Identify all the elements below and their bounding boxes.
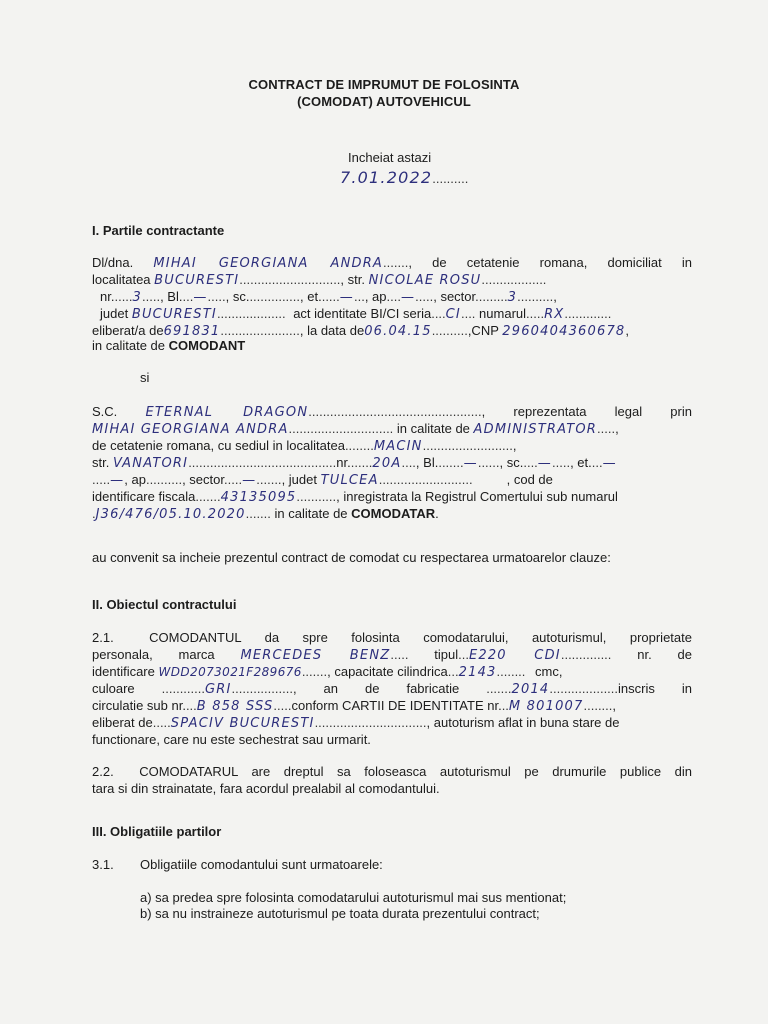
p22-line2: tara si din strainatate, fara acordul prealabil al comodantului. xyxy=(92,781,440,796)
p22-line1: 2.2. COMODATARUL are dreptul sa foloseasca autoturismul pe drumurile publice din xyxy=(92,764,692,779)
company-line3: de cetatenie romana, cu sediul in localitatea........MACIN........................., xyxy=(92,438,517,454)
comodant-line1: Dl/dna. MIHAI GEORGIANA ANDRA......., de cetatenie romana, domiciliat in xyxy=(92,255,692,271)
comodatar-role: COMODATAR xyxy=(351,506,436,521)
company-fiscal: 43135095 xyxy=(220,490,297,505)
p21-line7: functionare, care nu este sechestrat sau urmarit. xyxy=(92,732,371,747)
p21-line3: identificare WDD2073021F289676......., capacitate cilindrica...2143........ cmc, xyxy=(92,664,563,680)
comodant-eliberat: 691831 xyxy=(163,324,221,339)
comodant-line2: localitatea BUCURESTI............................, str. NICOLAE ROSU.................. xyxy=(92,272,547,288)
concluded-date-field: 7.01.2022.......... xyxy=(340,168,469,187)
comodant-role-line: in calitate de COMODANT xyxy=(92,338,246,353)
company-line7: .J36/476/05.10.2020....... in calitate de COMODATAR. xyxy=(92,506,439,522)
company-line2: MIHAI GEORGIANA ANDRA............................. in calitate de ADMINISTRATOR....., xyxy=(92,421,619,437)
comodant-date: 06.04.15 xyxy=(364,324,432,339)
comodant-locality: BUCURESTI xyxy=(154,273,240,288)
section2-heading: II. Obiectul contractului xyxy=(92,597,237,612)
car-brand: MERCEDES BENZ xyxy=(240,648,391,663)
car-color: GRI xyxy=(204,682,232,697)
comodant-line5: eliberat/a de691831......................, la data de06.04.15..........,CNP 2960404360678, xyxy=(92,323,630,339)
company-locality: MACIN xyxy=(373,439,423,454)
p21-line5: circulatie sub nr....B 858 SSS.....conform CARTII DE IDENTITATE nr...M 801007........, xyxy=(92,698,617,714)
contract-title-line1: CONTRACT DE IMPRUMUT DE FOLOSINTA xyxy=(248,77,520,92)
p21-line6: eliberat de.....SPACIV BUCURESTI..............................., autoturism aflat in buna stare de xyxy=(92,715,620,731)
obligation-item-b: b) sa nu instraineze autoturismul pe toata durata prezentului contract; xyxy=(140,906,540,921)
company-registry: J36/476/05.10.2020 xyxy=(95,507,246,522)
car-id-card: M 801007 xyxy=(508,699,584,714)
p21-line4: culoare ............GRI................., an de fabricatie .......2014...................inscris in xyxy=(92,681,692,697)
representative-name: MIHAI GEORGIANA ANDRA xyxy=(92,422,289,437)
company-line6: identificare fiscala.......43135095..........., inregistrata la Registrul Comertului sub numarul xyxy=(92,489,618,505)
company-line5: .....—, ap.........., sector.....—......., judet TULCEA.......................... , cod de xyxy=(92,472,553,488)
convenit-line: au convenit sa incheie prezentul contract de comodat cu respectarea urmatoarelor clauze: xyxy=(92,550,611,565)
comodant-line3: nr......3....., Bl....—....., sc..............., et......—..., ap....—....., sector.........3.........., xyxy=(100,289,557,305)
company-line1: S.C. ETERNAL DRAGON................................................, reprezentata legal prin xyxy=(92,404,692,420)
si-word: si xyxy=(140,370,150,385)
p21-line1: 2.1. COMODANTUL da spre folosinta comodatarului, autoturismul, proprietate xyxy=(92,630,692,645)
car-capacity: 2143 xyxy=(458,665,497,680)
comodant-cnp: 2960404360678 xyxy=(502,324,626,339)
company-line4: str. VANATORI.........................................nr.......20A...., Bl........—......, sc.....—....., et....— xyxy=(92,455,617,471)
car-plate: B 858 SSS xyxy=(196,699,274,714)
obligation-item-a: a) sa predea spre folosinta comodatarului autoturismul mai sus mentionat; xyxy=(140,890,567,905)
p21-line2: personala, marca MERCEDES BENZ..... tipul...E220 CDI.............. nr. de xyxy=(92,647,692,663)
car-year: 2014 xyxy=(511,682,550,697)
comodant-judet: BUCURESTI xyxy=(131,307,217,322)
company-name: ETERNAL DRAGON xyxy=(145,405,309,420)
car-issuer: SPACIV BUCURESTI xyxy=(170,716,315,731)
section3-heading: III. Obligatiile partilor xyxy=(92,824,222,839)
comodant-line4: judet BUCURESTI................... act identitate BI/CI seria....CI.... numarul.....RX............. xyxy=(100,306,612,322)
concluded-label: Incheiat astazi xyxy=(348,150,432,165)
car-type: E220 CDI xyxy=(468,648,561,663)
comodant-role: COMODANT xyxy=(168,338,246,353)
p31-number: 3.1. xyxy=(92,857,114,872)
car-vin: WDD2073021F289676 xyxy=(158,665,302,679)
representative-role: ADMINISTRATOR xyxy=(473,422,598,437)
comodant-street: NICOLAE ROSU xyxy=(368,273,482,288)
concluded-date: 7.01.2022 xyxy=(340,168,433,187)
company-street: VANATORI xyxy=(112,456,189,471)
p31-text: Obligatiile comodantului sunt urmatoarele: xyxy=(140,857,383,872)
company-judet: TULCEA xyxy=(320,473,379,488)
contract-title-line2: (COMODAT) AUTOVEHICUL xyxy=(297,94,471,109)
section1-heading: I. Partile contractante xyxy=(92,223,225,238)
comodant-name: MIHAI GEORGIANA ANDRA xyxy=(153,256,384,271)
